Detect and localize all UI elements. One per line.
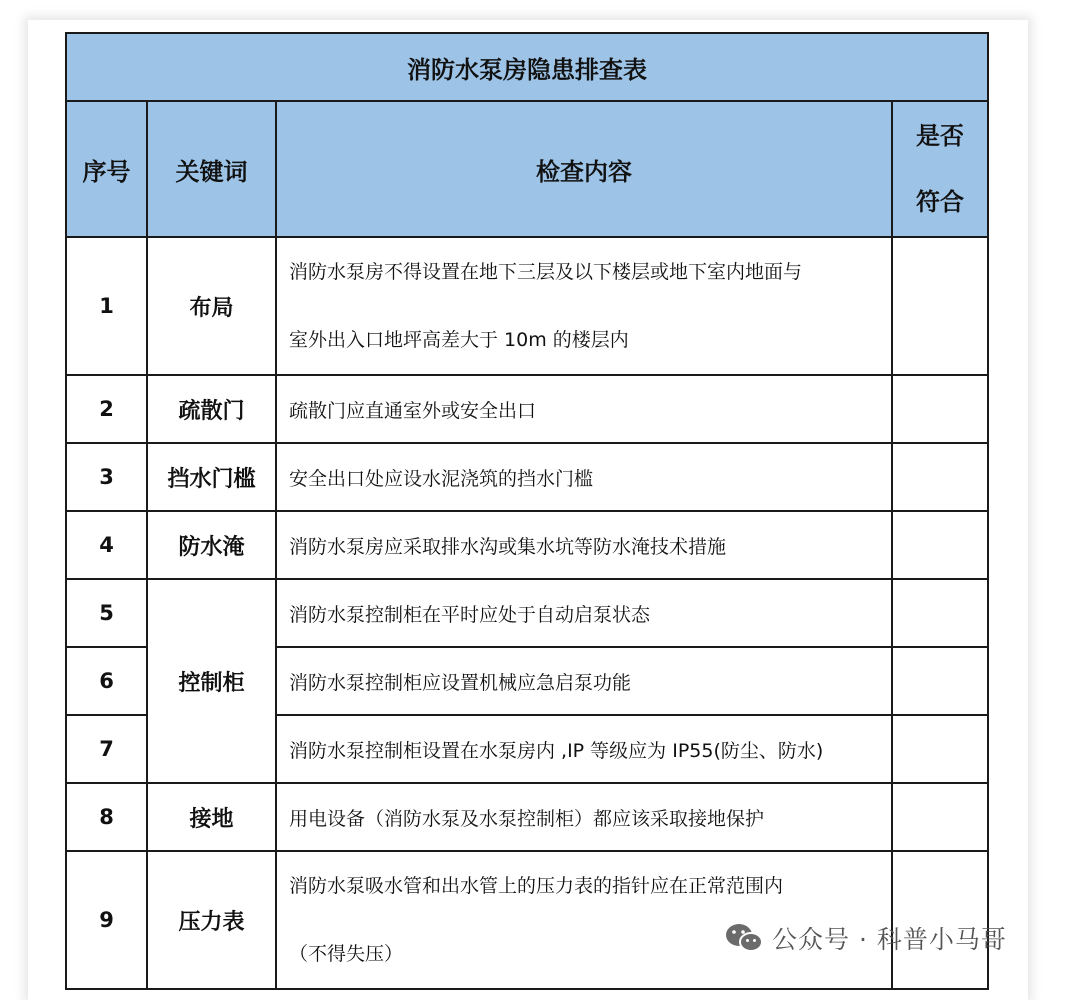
compliance-cell[interactable] (892, 375, 988, 443)
row-keyword: 布局 (147, 237, 276, 375)
row-index: 4 (66, 511, 147, 579)
row-content-line: （不得失压） (289, 943, 404, 965)
compliance-cell[interactable] (892, 579, 988, 647)
row-keyword: 接地 (147, 783, 276, 851)
header-content: 检查内容 (276, 101, 892, 237)
table-row (66, 237, 988, 375)
compliance-cell[interactable] (892, 443, 988, 511)
header-index: 序号 (66, 101, 147, 237)
table-row (66, 375, 988, 443)
title-row (66, 33, 988, 101)
header-compliance-line2: 符合 (916, 188, 964, 216)
row-content: 消防水泵房应采取排水沟或集水坑等防水淹技术措施 (276, 511, 892, 579)
compliance-cell[interactable] (892, 783, 988, 851)
watermark-text: 公众号 · 科普小马哥 (772, 925, 1007, 954)
inspection-table (65, 32, 989, 990)
row-content: 消防水泵控制柜设置在水泵房内 ,IP 等级应为 IP55(防尘、防水) (276, 715, 892, 783)
row-keyword: 压力表 (147, 851, 276, 989)
row-index: 1 (66, 237, 147, 375)
wechat-icon (724, 922, 764, 954)
table-row (66, 783, 988, 851)
row-keyword: 疏散门 (147, 375, 276, 443)
header-compliance (892, 101, 988, 237)
row-keyword: 挡水门槛 (147, 443, 276, 511)
compliance-cell[interactable] (892, 237, 988, 375)
row-index: 3 (66, 443, 147, 511)
row-content-line: 消防水泵房不得设置在地下三层及以下楼层或地下室内地面与 (289, 261, 803, 283)
header-row (66, 101, 988, 237)
row-content-line: 消防水泵吸水管和出水管上的压力表的指针应在正常范围内 (289, 875, 784, 897)
watermark (724, 920, 1007, 956)
row-index: 6 (66, 647, 147, 715)
table-row (66, 579, 988, 647)
row-keyword: 控制柜 (147, 579, 276, 783)
row-keyword: 防水淹 (147, 511, 276, 579)
row-index: 7 (66, 715, 147, 783)
row-content: 安全出口处应设水泥浇筑的挡水门槛 (276, 443, 892, 511)
row-content: 疏散门应直通室外或安全出口 (276, 375, 892, 443)
compliance-cell[interactable] (892, 511, 988, 579)
compliance-cell[interactable] (892, 647, 988, 715)
row-index: 8 (66, 783, 147, 851)
table-title: 消防水泵房隐患排查表 (66, 33, 988, 101)
row-content: 用电设备（消防水泵及水泵控制柜）都应该采取接地保护 (276, 783, 892, 851)
compliance-cell[interactable] (892, 715, 988, 783)
row-index: 2 (66, 375, 147, 443)
row-content: 消防水泵控制柜应设置机械应急启泵功能 (276, 647, 892, 715)
table-row (66, 511, 988, 579)
table-row (66, 443, 988, 511)
row-index: 9 (66, 851, 147, 989)
row-content-line: 室外出入口地坪高差大于 10m 的楼层内 (289, 329, 629, 351)
header-keyword: 关键词 (147, 101, 276, 237)
row-index: 5 (66, 579, 147, 647)
row-content: 消防水泵控制柜在平时应处于自动启泵状态 (276, 579, 892, 647)
row-content (276, 237, 892, 375)
header-compliance-line1: 是否 (916, 122, 964, 150)
